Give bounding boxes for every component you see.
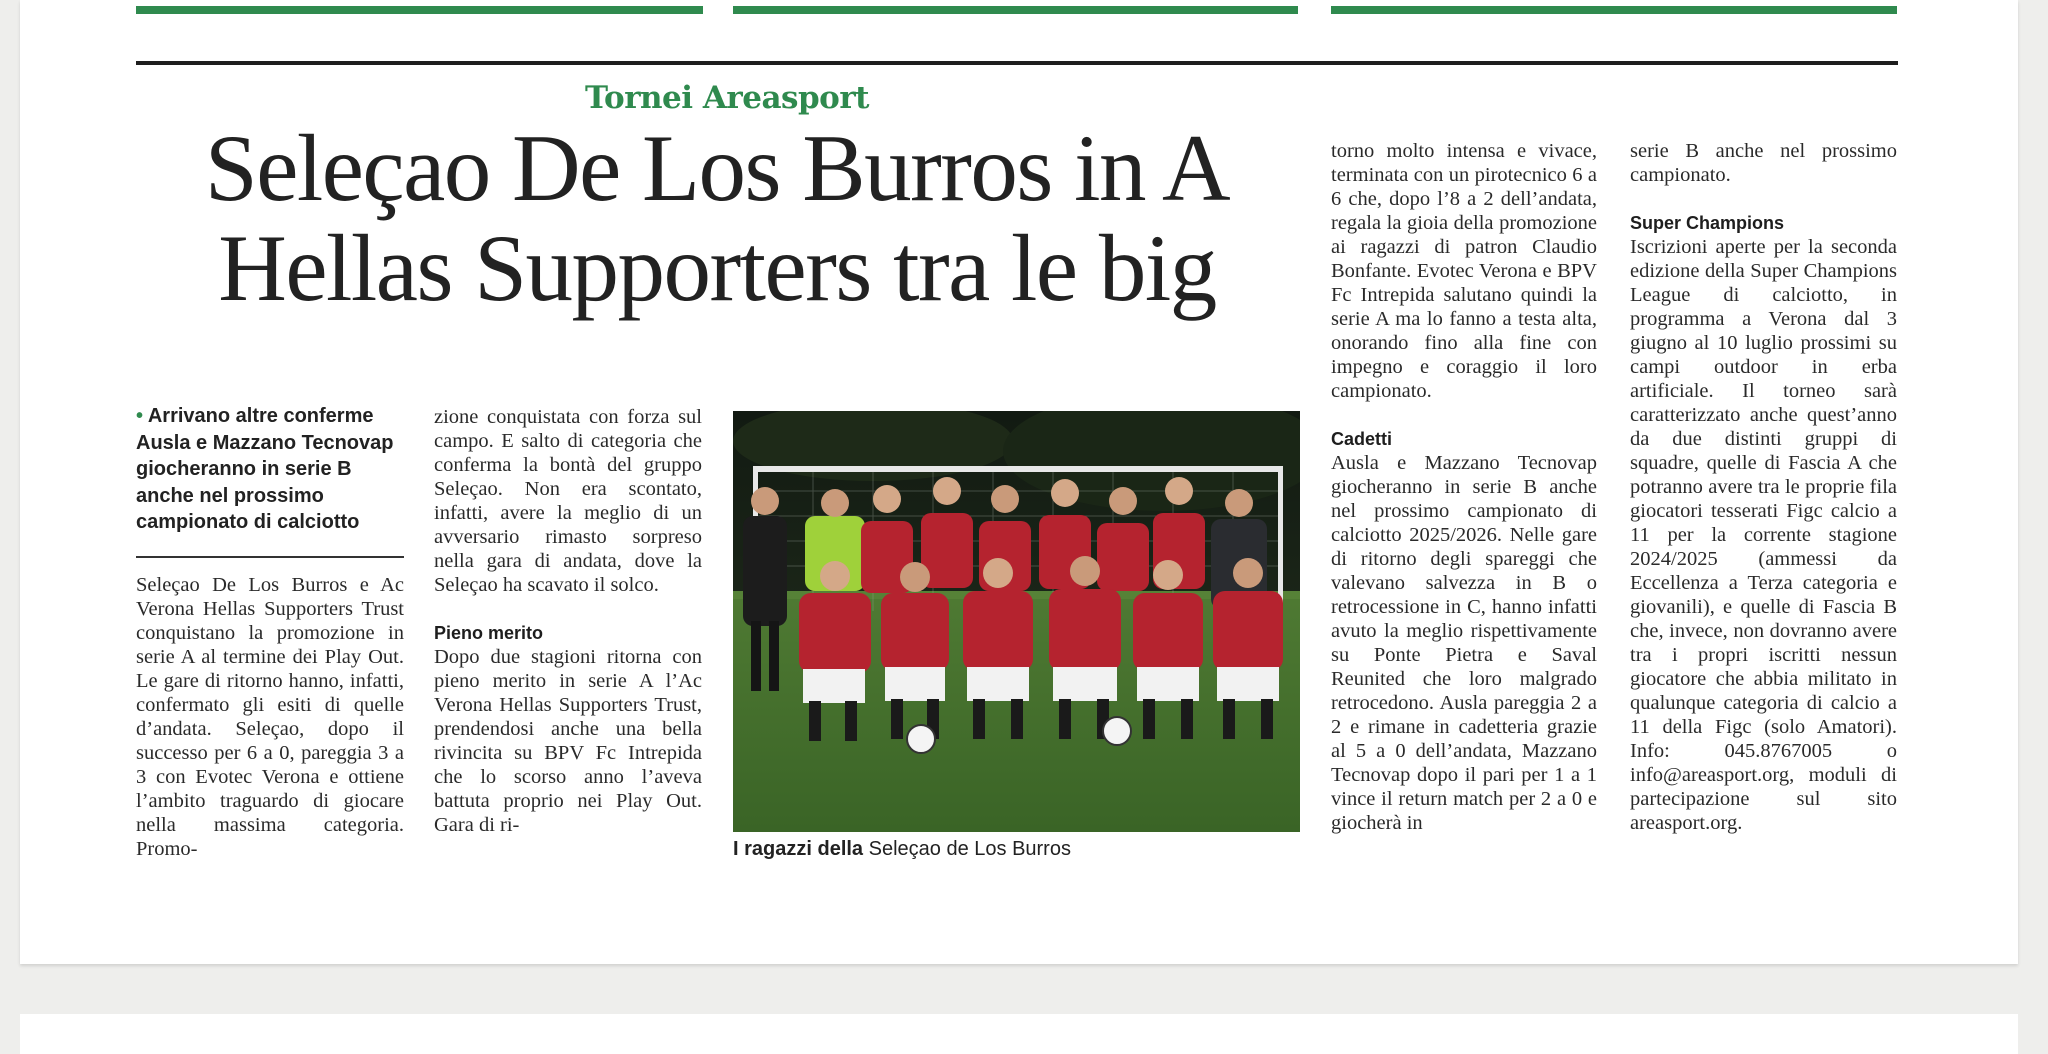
- headline: [136, 115, 1298, 321]
- column-2: [434, 405, 702, 837]
- subhead-cadetti: Cadetti: [1331, 429, 1393, 449]
- headline-line-1: Seleçao De Los Burros in A: [204, 115, 1230, 221]
- photo-caption: [733, 838, 1071, 861]
- team-photo: [733, 411, 1300, 832]
- column-3: [1331, 139, 1597, 835]
- summary-bullet: •: [136, 405, 144, 427]
- column-4-paragraph-1: serie B anche nel prossimo campionato.: [1630, 140, 1897, 186]
- column-1-paragraph: Seleçao De Los Burros e Ac Verona Hellas Supporters Trust conquistano la promozione in serie A al termine dei Play Out. Le gare di ritorno hanno, infatti, confermato gli esiti di quelle d’andata. Seleçao, dopo il successo per 6 a 0, pareggia 3 a 3 con Evotec Verona e ottiene l’ambito traguardo di giocare nella massima categoria. Promo-: [136, 574, 404, 860]
- next-page-edge: [20, 1014, 2018, 1054]
- subhead-super-champions: Super Champions: [1630, 213, 1785, 233]
- column-4: [1630, 139, 1897, 835]
- column-2-paragraph-2: Dopo due stagioni ritorna con pieno merito in serie A l’Ac Verona Hellas Supporters Trust, prendendosi anche una bella rivincita su BPV Fc Intrepida che lo scorso anno l’aveva battuta proprio nei Play Out. Gara di ri-: [434, 646, 702, 836]
- column-1: [136, 573, 404, 861]
- column-3-paragraph-1: torno molto intensa e vivace, terminata con un pirotecnico 6 a 6 che, dopo l’8 a 2 dell’andata, regala la gioia della promozione ai ragazzi di patron Claudio Bonfante. Evotec Verona e BPV Fc Intrepida salutano quindi la serie A ma lo fanno a testa alta, onorando fino alla fine con impegno e coraggio il loro campionato.: [1331, 140, 1597, 402]
- subhead-pieno-merito: Pieno merito: [434, 623, 544, 643]
- team-photo-illustration: [733, 411, 1300, 832]
- top-green-bar-3: [1331, 6, 1897, 14]
- summary-rule: [136, 556, 404, 558]
- summary-text: Arrivano altre conferme Ausla e Mazzano Tecnovap giocheranno in serie B anche nel prossimo campionato di calciotto: [136, 405, 394, 533]
- caption-bold: I ragazzi della: [733, 838, 864, 860]
- section-label: Tornei Areasport: [585, 80, 870, 116]
- column-4-paragraph-2: Iscrizioni aperte per la seconda edizione della Super Champions League di calciotto, in programma a Verona dal 3 giugno al 10 luglio prossimi su campi outdoor in erba artificiale. Il torneo sarà caratterizzato anche quest’anno da due distinti gruppi di squadre, quelle di Fascia A che potranno avere tra le proprie fila giocatori tesserati Figc calcio a 11 per la corrente stagione 2024/2025 (ammessi da Eccellenza a Terza categoria e giovanili), e quelle di Fascia B che, invece, non dovranno avere tra i propri iscritti nessun giocatore che abbia militato in qualunque categoria di calcio a 11 della Figc (solo Amatori). Info: 045.8767005 o info@areasport.org, moduli di partecipazione sul sito areasport.org.: [1630, 236, 1897, 834]
- headline-line-2: Hellas Supporters tra le big: [218, 215, 1216, 321]
- column-3-paragraph-2: Ausla e Mazzano Tecnovap giocheranno in serie B anche nel prossimo campionato di calciotto 2025/2026. Nelle gare di ritorno degli spareggi che valevano salvezza in B o retrocessione in C, hanno infatti avuto la meglio rispettivamente su Ponte Pietra e Saval Reunited che loro malgrado retrocedono. Ausla pareggia 2 a 2 e rimane in cadetteria grazie al 5 a 0 dell’andata, Mazzano Tecnovap dopo il pari per 1 a 1 vince il return match per 2 a 0 e giocherà in: [1331, 452, 1597, 834]
- summary-box: [136, 403, 406, 536]
- column-2-paragraph-1: zione conquistata con forza sul campo. E salto di categoria che conferma la bontà del gruppo Seleçao. Non era scontato, infatti, avere la meglio di un avversario rimasto sorpreso nella gara di andata, dove la Seleçao ha scavato il solco.: [434, 406, 702, 596]
- top-green-bar-1: [136, 6, 703, 14]
- caption-text: Seleçao de Los Burros: [868, 838, 1071, 860]
- top-green-bar-2: [733, 6, 1298, 14]
- section-rule: [136, 61, 1898, 65]
